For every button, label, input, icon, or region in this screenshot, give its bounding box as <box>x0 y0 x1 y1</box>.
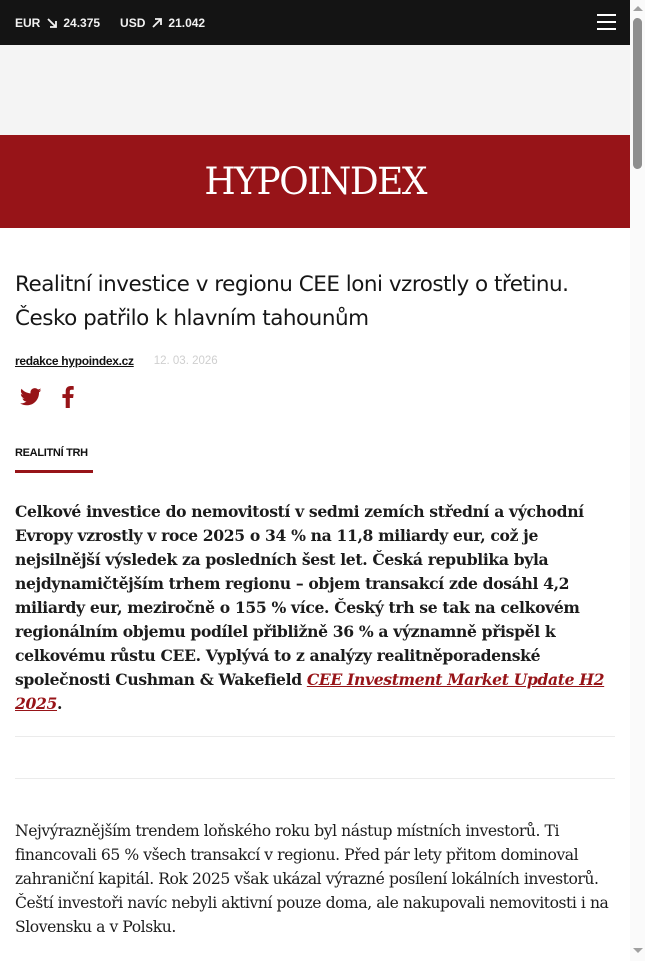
rate-usd <box>120 16 205 30</box>
scroll-up-arrow-icon[interactable] <box>633 6 643 11</box>
arrow-down-right-icon <box>46 17 58 29</box>
article-lead <box>15 500 615 716</box>
scrollbar-thumb[interactable] <box>633 18 642 169</box>
currency-label: EUR <box>15 15 41 30</box>
facebook-icon[interactable] <box>62 386 74 408</box>
publish-date: 12. 03. 2026 <box>153 355 218 367</box>
category-tag[interactable]: REALITNÍ TRH <box>15 447 88 459</box>
divider <box>15 736 615 737</box>
report-link[interactable]: CEE Investment Market Update H2 2025 <box>15 670 605 713</box>
article-title: Realitní investice v regionu CEE loni vzrostly o třetinu. Česko patřilo k hlavním tahounům <box>15 272 569 331</box>
site-logo[interactable]: HYPOINDEX <box>204 160 426 203</box>
article-meta <box>15 354 218 368</box>
twitter-icon[interactable] <box>20 388 42 406</box>
top-bar <box>0 0 630 45</box>
brand-header <box>0 135 630 228</box>
rate-eur <box>15 16 100 30</box>
divider <box>15 778 615 779</box>
author-link[interactable]: redakce hypoindex.cz <box>15 354 134 368</box>
arrow-up-right-icon <box>151 17 163 29</box>
scroll-down-arrow-icon[interactable] <box>633 948 643 953</box>
scrollbar[interactable] <box>630 0 645 961</box>
lead-end: . <box>57 694 63 713</box>
currency-label: USD <box>120 15 146 30</box>
social-share <box>20 386 74 408</box>
hamburger-menu-icon[interactable] <box>597 13 616 30</box>
tag-underline <box>15 470 93 473</box>
exchange-rates <box>15 0 225 45</box>
rate-value: 21.042 <box>168 15 206 30</box>
lead-text: Celkové investice do nemovitostí v sedmi zemích střední a východní Evropy vzrostly v roce 2025 o 34 % na 11,8 miliardy eur, což je nejsilnější výsledek za posledních šest let. Česká republika byla nejdynamičtějším trhem regionu – objem transakcí zde dosáhl 4,2 miliardy eur, meziročně o 155 % více. Český trh se tak na celkovém regionálním objemu podílel přibližně 36 % a významně přispěl k celkovému růstu CEE. Vyplývá to z analýzy realitněporadenské společnosti Cushman & Wakefield <box>15 502 584 689</box>
article-paragraph: Nejvýraznějším trendem loňského roku byl nástup místních investorů. Ti financovali 65 % všech transakcí v regionu. Před pár lety přitom dominoval zahraniční kapitál. Rok 2025 však ukázal výrazné posílení lokálních investorů. Čeští investoři navíc nebyli aktivní pouze doma, ale nakupovali nemovitosti i na Slovensku a v Polsku. <box>15 822 609 936</box>
ad-band <box>0 45 630 135</box>
rate-value: 24.375 <box>63 15 101 30</box>
